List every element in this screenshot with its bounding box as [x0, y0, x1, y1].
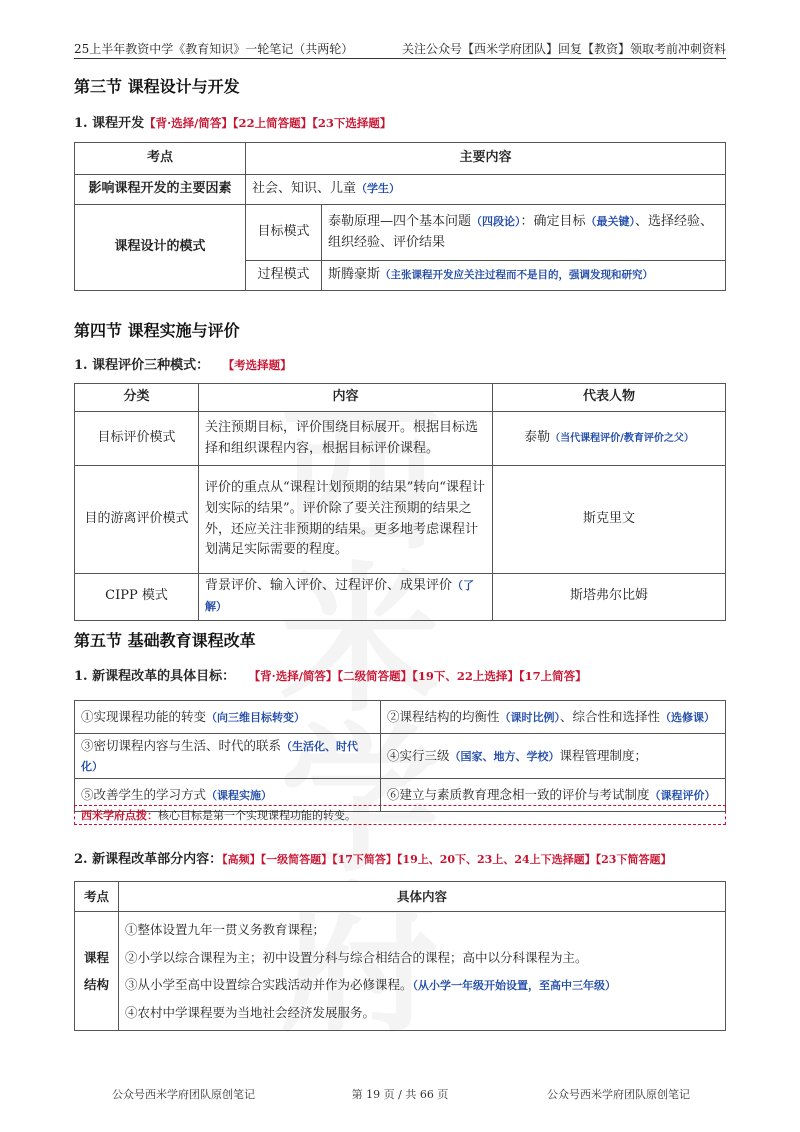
s3-subheading [74, 112, 391, 131]
reform-goals-table [74, 700, 726, 812]
footer-left: 公众号西米学府团队原创笔记 [112, 1088, 255, 1101]
section-4-title: 第四节 课程实施与评价 [74, 321, 240, 340]
th-representative: 代表人物 [493, 384, 726, 412]
reform-content-table [74, 881, 726, 1031]
goal-6-note: （课程评价） [649, 789, 716, 802]
footer-right: 公众号西米学府团队原创笔记 [547, 1088, 690, 1101]
process-mode-content [322, 261, 726, 291]
th-kaodian: 考点 [75, 143, 246, 175]
s3-sub-tags: 【背·选择/简答】【22上简答题】【23下选择题】 [144, 116, 392, 130]
factor-note: （学生） [356, 182, 401, 196]
s5-sub2-tags: 【高频】【一级简答题】【17下简答】【19上、20下、23上、24上下选择题】【23下简答题】 [222, 853, 672, 866]
eval-row2-person: 斯克里文 [493, 466, 726, 574]
structure-item-2: ②小学以综合课程为主；初中设置分科与综合相结合的课程；高中以分科课程为主。 [125, 949, 588, 965]
goal-2 [381, 701, 726, 734]
header-right: 关注公众号【西米学府团队】回复【教资】领取考前冲刺资料 [401, 42, 726, 56]
th-content: 内容 [199, 384, 493, 412]
tip-text: 核心目标是第一个实现课程功能的转变。 [158, 809, 356, 822]
s5-sub2-label: 2. 新课程改革部分内容： [74, 852, 223, 867]
factor-text: 社会、知识、儿童 [252, 181, 357, 197]
target-mode-text2: ：确定目标 [520, 213, 586, 229]
goal-4-note: （国家、地方、学校） [449, 750, 560, 763]
process-mode-label: 过程模式 [246, 261, 322, 291]
eval-row1-content: 关注预期目标，评价围绕目标展开。根据目标选择和组织课程内容，根据目标评价课程。 [199, 412, 493, 466]
s5-sub1-label: 1. 新课程改革的具体目标： [74, 669, 236, 684]
eval-mode-table [74, 383, 726, 621]
goal-1-text: ①实现课程功能的转变 [81, 709, 207, 724]
goal-2-note2: （选修课） [660, 711, 716, 724]
s4-sub-tags: 【考选择题】 [222, 358, 292, 372]
eval-row1-person [493, 412, 726, 466]
eval-row1-person-name: 泰勒 [524, 430, 551, 446]
target-mode-note1: （四段论） [471, 214, 521, 228]
eval-row3-text: 背景评价、输入评价、过程评价、成果评价 [205, 578, 453, 593]
goal-4-text2: 课程管理制度； [559, 748, 648, 763]
target-mode-label: 目标模式 [246, 205, 322, 261]
course-dev-table [74, 142, 726, 291]
process-mode-note: （主张课程开发应关注过程而不是目的，强调发现和研究） [380, 269, 654, 282]
goal-5-note: （课程实施） [206, 789, 273, 802]
factor-content [246, 175, 726, 205]
section-5-title: 第五节 基础教育课程改革 [74, 631, 256, 650]
tip-label: 西米学府点拨： [81, 809, 158, 822]
s3-sub-label: 1. 课程开发 [74, 116, 145, 131]
s5-sub2-heading [74, 848, 671, 867]
s5-sub1-tags: 【背·选择/简答】【二级简答题】【19下、22上选择】【17上简答】 [248, 669, 587, 683]
tip-box [74, 805, 726, 825]
goal-3 [75, 734, 381, 779]
design-mode-label: 课程设计的模式 [75, 205, 246, 291]
goal-6-text: ⑥建立与素质教育理念相一致的评价与考试制度 [387, 787, 650, 802]
course-structure-label: 课程结构 [75, 912, 119, 1031]
factor-label: 影响课程开发的主要因素 [75, 175, 246, 205]
goal-4-text: ④实行三级 [387, 748, 450, 763]
target-mode-content [322, 205, 726, 261]
process-mode-text: 斯腾豪斯 [328, 267, 381, 283]
eval-row1-category: 目标评价模式 [75, 412, 199, 466]
th-kaodian-2: 考点 [75, 882, 119, 912]
goal-3-note: （生活化、时代化） [81, 740, 359, 773]
goal-2-text2: 、综合性和选择性 [560, 709, 661, 724]
section-3-title: 第三节 课程设计与开发 [74, 77, 240, 96]
footer-page-number: 第 19 页 / 共 66 页 [351, 1088, 449, 1101]
structure-item-3-text: ③从小学至高中设置综合实践活动并作为必修课程。 [125, 977, 413, 992]
goal-4 [381, 734, 726, 779]
target-mode-note2: （最关键） [585, 214, 636, 228]
eval-row3-person: 斯塔弗尔比姆 [493, 574, 726, 621]
eval-row3-category: CIPP 模式 [75, 574, 199, 621]
s5-sub1-heading [74, 665, 587, 684]
goal-1-note: （向三维目标转变） [206, 711, 306, 724]
goal-2-note: （课时比例） [499, 711, 561, 724]
goal-5-text: ⑤改善学生的学习方式 [81, 787, 207, 802]
page-header [74, 38, 726, 59]
s4-sub-label: 1. 课程评价三种模式： [74, 358, 210, 373]
target-mode-text1: 泰勒原理—四个基本问题 [328, 213, 472, 229]
eval-row2-category: 目的游离评价模式 [75, 466, 199, 574]
structure-item-3 [125, 971, 719, 999]
header-left: 25上半年教资中学《教育知识》一轮笔记（共两轮） [74, 42, 354, 56]
th-main-content: 主要内容 [246, 143, 726, 175]
th-detail-content: 具体内容 [119, 882, 726, 912]
goal-3-text: ③密切课程内容与生活、时代的联系 [81, 738, 282, 753]
eval-row3-content [199, 574, 493, 621]
th-category: 分类 [75, 384, 199, 412]
target-mode-text3: 、选择经验、组织经验、评价结果 [328, 213, 714, 250]
structure-item-4: ④农村中学课程要为当地社会经济发展服务。 [125, 1004, 376, 1020]
course-structure-content [119, 912, 726, 1031]
eval-row3-note: （了解） [205, 579, 475, 613]
goal-1 [75, 701, 381, 734]
eval-row1-person-note: （当代课程评价/教育评价之父） [550, 433, 694, 445]
structure-item-1: ①整体设置九年一贯义务教育课程； [125, 922, 326, 937]
structure-item-3-note: （从小学一年级开始设置，至高中三年级） [412, 979, 617, 992]
goal-2-text: ②课程结构的均衡性 [387, 709, 500, 724]
s4-subheading [74, 354, 292, 373]
eval-row2-content: 评价的重点从“课程计划预期的结果”转向“课程计划实际的结果”。评价除了要关注预期的结果之外，还应关注非预期的结果。更多地考虑课程计划满足实际需要的程度。 [199, 466, 493, 574]
